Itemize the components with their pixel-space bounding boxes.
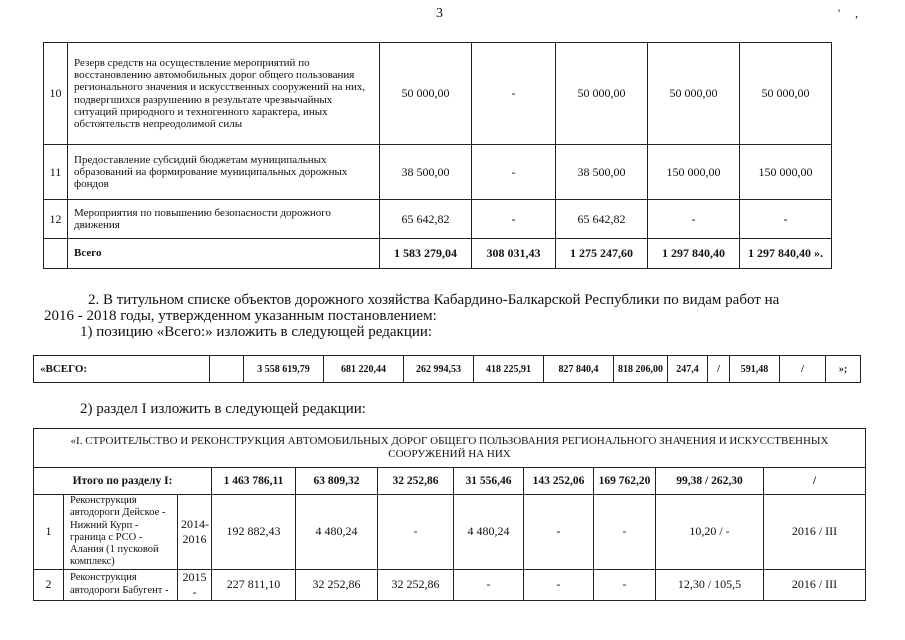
item-1-text: 1) позицию «Всего:» изложить в следующей редакции: (80, 324, 433, 340)
cell-value: »; (826, 356, 861, 383)
cell-value: 169 762,20 (594, 468, 656, 495)
table-row (44, 145, 832, 200)
cell-value: 591,48 (730, 356, 780, 383)
row-number: 1 (34, 495, 64, 570)
row-description: Резерв средств на осуществление мероприятий по восстановлению автомобильных дорог общего пользования регионального значения и искусственных сооружений на них, подвергшихся разрушению в результате чрезвычайных ситуаций природного и техногенного характера, иных обстоятельств непреодолимой силы (68, 43, 380, 145)
table-row (34, 356, 861, 383)
cell-value: 262 994,53 (404, 356, 474, 383)
years: 2014-2016 (178, 495, 212, 570)
section-title-row (34, 429, 866, 468)
cell-value: - (454, 569, 524, 600)
object-name: Реконструкция автодороги Дейское - Нижний Курп - граница с РСО - Алания (1 пусковой комплекс) (64, 495, 178, 570)
cell-value: 2016 / III (764, 495, 866, 570)
cell-value: 827 840,4 (544, 356, 614, 383)
row-number: 2 (34, 569, 64, 600)
cell-value: 150 000,00 (740, 145, 832, 200)
cell-value: 63 809,32 (296, 468, 378, 495)
corner-marks: ' , (838, 6, 865, 20)
cell-value: - (648, 200, 740, 239)
section-total-label: Итого по разделу I: (34, 468, 212, 495)
cell-value: 4 480,24 (296, 495, 378, 570)
cell-value: 31 556,46 (454, 468, 524, 495)
section-1-table (33, 428, 866, 601)
cell-value: 65 642,82 (380, 200, 472, 239)
cell-value: 12,30 / 105,5 (656, 569, 764, 600)
cell-value: 32 252,86 (378, 569, 454, 600)
cell-value: 150 000,00 (648, 145, 740, 200)
cell-value: / (708, 356, 730, 383)
paragraph-2-line-1: 2. В титульном списке объектов дорожного хозяйства Кабардино-Балкарской Республики по видам работ на (88, 292, 780, 308)
table-row (44, 43, 832, 145)
cell-value: - (594, 495, 656, 570)
cell-value: - (524, 495, 594, 570)
cell-value: 1 463 786,11 (212, 468, 296, 495)
total-value: 1 297 840,40 (648, 239, 740, 269)
item-2-text: 2) раздел I изложить в следующей редакции: (80, 401, 366, 417)
cell-value: 3 558 619,79 (244, 356, 324, 383)
cell-value: 143 252,06 (524, 468, 594, 495)
table-row (34, 569, 866, 600)
section-total-row (34, 468, 866, 495)
cell-value: 418 225,91 (474, 356, 544, 383)
total-label: Всего (68, 239, 380, 269)
years: 2015 - (178, 569, 212, 600)
cell-value: 32 252,86 (296, 569, 378, 600)
object-name: Реконструкция автодороги Бабугент - (64, 569, 178, 600)
cell-value: - (472, 145, 556, 200)
total-value: 308 031,43 (472, 239, 556, 269)
cell-value: 99,38 / 262,30 (656, 468, 764, 495)
total-value: 1 583 279,04 (380, 239, 472, 269)
cell-value: - (524, 569, 594, 600)
row-number: 11 (44, 145, 68, 200)
cell-value: 50 000,00 (740, 43, 832, 145)
table-row (34, 495, 866, 570)
row-number: 10 (44, 43, 68, 145)
cell-value: 32 252,86 (378, 468, 454, 495)
total-row (44, 239, 832, 269)
cell-value: / (764, 468, 866, 495)
cell-value: 50 000,00 (648, 43, 740, 145)
cell-value: - (472, 200, 556, 239)
cell-value: / (780, 356, 826, 383)
total-position-table (33, 355, 861, 383)
paragraph-2-line-2: 2016 - 2018 годы, утвержденном указанным постановлением: (44, 308, 437, 324)
cell-value: 65 642,82 (556, 200, 648, 239)
row-description: Мероприятия по повышению безопасности дорожного движения (68, 200, 380, 239)
section-title: «I. СТРОИТЕЛЬСТВО И РЕКОНСТРУКЦИЯ АВТОМОБИЛЬНЫХ ДОРОГ ОБЩЕГО ПОЛЬЗОВАНИЯ РЕГИОНАЛЬНОГО ЗНАЧЕНИЯ И ИСКУССТВЕННЫХ СООРУЖЕНИЙ НА НИХ (34, 429, 866, 468)
cell-value: 50 000,00 (380, 43, 472, 145)
cell-value: 50 000,00 (556, 43, 648, 145)
cell-value: 818 206,00 (614, 356, 668, 383)
budget-table (43, 42, 832, 269)
cell-value: 247,4 (668, 356, 708, 383)
row-description: Предоставление субсидий бюджетам муниципальных образований на формирование муниципальных дорожных фондов (68, 145, 380, 200)
empty-cell (210, 356, 244, 383)
total-value: 1 275 247,60 (556, 239, 648, 269)
cell-value: 227 811,10 (212, 569, 296, 600)
cell-value: - (740, 200, 832, 239)
cell-value: 38 500,00 (556, 145, 648, 200)
cell-value: - (594, 569, 656, 600)
page-number: 3 (436, 6, 443, 21)
cell-value: 192 882,43 (212, 495, 296, 570)
row-number (44, 239, 68, 269)
cell-value: 38 500,00 (380, 145, 472, 200)
row-number: 12 (44, 200, 68, 239)
cell-value: 681 220,44 (324, 356, 404, 383)
cell-value: - (378, 495, 454, 570)
cell-value: 2016 / III (764, 569, 866, 600)
total-label: «ВСЕГО: (34, 356, 210, 383)
cell-value: 4 480,24 (454, 495, 524, 570)
cell-value: - (472, 43, 556, 145)
cell-value: 10,20 / - (656, 495, 764, 570)
total-value: 1 297 840,40 ». (740, 239, 832, 269)
table-row (44, 200, 832, 239)
